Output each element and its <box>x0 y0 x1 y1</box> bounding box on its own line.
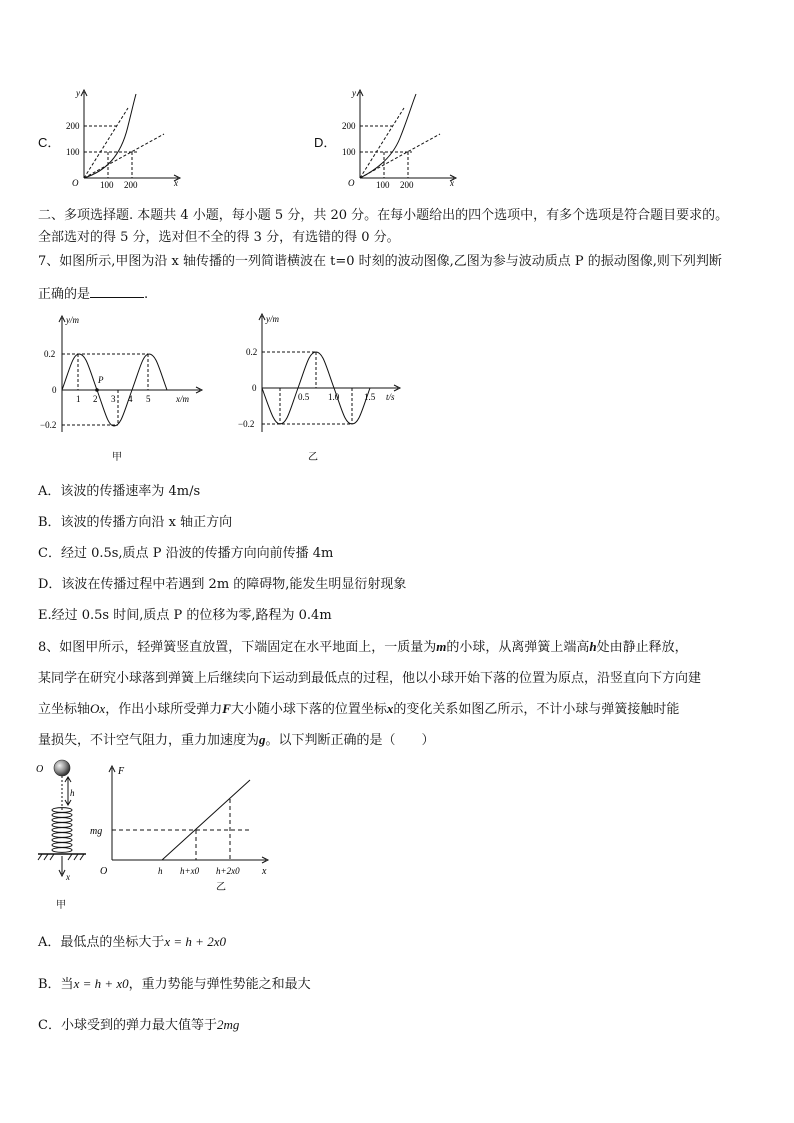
option-text: B．当 <box>38 977 74 992</box>
x-tick-1: 1 <box>76 394 81 404</box>
option-math: x = h + x0 <box>73 976 129 991</box>
q8-text: ，作出小球所受弹力 <box>105 702 223 717</box>
q8-var-m: m <box>436 639 447 654</box>
x-axis-label: t/s <box>386 392 395 402</box>
answer-blank[interactable] <box>90 285 144 298</box>
q8-text: 的小球，从离弹簧上端高 <box>446 640 590 655</box>
y-axis-label: y/m <box>266 314 279 324</box>
x-tick-2: 2 <box>93 394 98 404</box>
figure-caption-jia: 甲 <box>56 900 66 911</box>
x-axis-label: x/m <box>176 394 189 404</box>
q8-text: 的变化关系如图乙所示，不计小球与弹簧接触时能 <box>393 702 680 717</box>
q8-stem-line1 <box>38 636 688 655</box>
x-axis-label: x <box>450 178 454 188</box>
q8-stem-line4 <box>38 729 435 748</box>
q8-spring-figure <box>34 756 94 916</box>
q8-var-x: x <box>386 701 394 716</box>
q7-stem-text: 正确的是 <box>38 287 91 302</box>
q8-var-g: g <box>259 732 266 747</box>
q8-text: 立坐标轴 <box>38 702 91 717</box>
y-tick-neg: −0.2 <box>238 419 255 429</box>
q7-vibration-graph <box>236 312 416 462</box>
y-tick-100: 100 <box>342 147 356 157</box>
option-math: x = h + 2x0 <box>164 934 226 949</box>
q8-text: 8、如图甲所示，轻弹簧竖直放置，下端固定在水平地面上，一质量为 <box>38 640 437 655</box>
x-axis-label: x <box>174 178 178 188</box>
x-tick-h: h <box>158 866 163 876</box>
q8-force-graph <box>90 762 278 912</box>
y-tick-pos: 0.2 <box>44 349 56 359</box>
q7-stem-line1: 7、如图所示,甲图为沿 x 轴传播的一列简谐横波在 t=0 时刻的波动图像,乙图为参与波动质点 P 的振动图像,则下列判断 <box>38 254 722 269</box>
q8-text: 。以下判断正确的是（ ） <box>265 733 435 748</box>
x-tick-1-0: 1.0 <box>328 392 340 402</box>
mg-label: mg <box>90 826 103 837</box>
option-d-letter: D． <box>314 135 337 150</box>
ball-icon <box>54 760 70 776</box>
option-text: A．最低点的坐标大于 <box>38 935 165 950</box>
option-d-graph <box>342 86 462 188</box>
x-tick-h-plus-x0: h+x0 <box>180 866 200 876</box>
option-c-letter: C． <box>38 135 61 150</box>
q7-option-c: C．经过 0.5s,质点 P 沿波的传播方向向前传播 4m <box>38 546 334 561</box>
q7-wave-graph <box>40 312 210 462</box>
x-tick-200: 200 <box>124 180 138 190</box>
option-text: ，重力势能与弹性势能之和最大 <box>128 977 311 992</box>
x-tick-1-5: 1.5 <box>364 392 376 402</box>
q7-option-b: B．该波的传播方向沿 x 轴正方向 <box>38 515 233 530</box>
y-tick-200: 200 <box>342 121 356 131</box>
q8-stem-line2: 某同学在研究小球落到弹簧上后继续向下运动到最低点的过程，他以小球开始下落的位置为原点，沿竖直向下方向建 <box>38 671 702 686</box>
q8-var-f: F <box>222 701 231 716</box>
q7-option-a: A．该波的传播速率为 4m/s <box>38 484 201 499</box>
x-tick-3: 3 <box>111 394 116 404</box>
q8-option-c <box>38 1014 239 1033</box>
option-math: 2mg <box>216 1017 240 1032</box>
y-axis-label: F <box>118 766 125 777</box>
q8-option-b <box>38 973 311 992</box>
q7-stem-line2 <box>38 283 148 302</box>
section2-instructions-line2: 全部选对的得 5 分，选对但不全的得 3 分，有选错的得 0 分。 <box>38 230 400 245</box>
x-tick-100: 100 <box>100 180 114 190</box>
y-tick-100: 100 <box>66 147 80 157</box>
origin-label: O <box>72 178 79 188</box>
option-text: C．小球受到的弹力最大值等于 <box>38 1018 217 1033</box>
x-axis-label: x <box>262 866 267 877</box>
origin-label: O <box>36 764 44 775</box>
origin-label: O <box>348 178 355 188</box>
q7-stem-end: . <box>144 287 149 302</box>
figure-caption-jia: 甲 <box>112 452 122 463</box>
q8-text: 处由静止释放， <box>596 640 688 655</box>
x-tick-200: 200 <box>400 180 414 190</box>
origin-label: O <box>100 866 108 877</box>
q8-var-h: h <box>589 639 597 654</box>
q8-text: 量损失，不计空气阻力，重力加速度为 <box>38 733 260 748</box>
h-label: h <box>70 788 75 798</box>
q7-option-e: E.经过 0.5s 时间,质点 P 的位移为零,路程为 0.4m <box>38 608 332 623</box>
y-tick-neg: −0.2 <box>40 420 57 430</box>
q8-text: 大小随小球下落的位置坐标 <box>230 702 387 717</box>
x-tick-0-5: 0.5 <box>298 392 310 402</box>
x-axis-label: x <box>66 872 70 882</box>
y-tick-200: 200 <box>66 121 80 131</box>
q7-option-d: D．该波在传播过程中若遇到 2m 的障碍物,能发生明显衍射现象 <box>38 577 407 592</box>
figure-caption-yi: 乙 <box>308 452 318 463</box>
x-tick-5: 5 <box>146 394 151 404</box>
y-tick-zero: 0 <box>52 385 57 395</box>
y-axis-label: y <box>352 88 356 98</box>
section2-instructions-line1: 二、多项选择题. 本题共 4 小题，每小题 5 分，共 20 分。在每小题给出的四个选项中，有多个选项是符合题目要求的。 <box>38 208 729 223</box>
x-tick-4: 4 <box>128 394 133 404</box>
y-axis-label: y/m <box>66 315 79 325</box>
point-p-label: P <box>98 375 104 385</box>
q8-option-a <box>38 931 226 950</box>
q8-stem-line3 <box>38 698 679 717</box>
y-tick-zero: 0 <box>252 383 257 393</box>
y-tick-pos: 0.2 <box>246 347 258 357</box>
x-tick-h-plus-2x0: h+2x0 <box>216 866 240 876</box>
y-axis-label: y <box>76 88 80 98</box>
x-tick-100: 100 <box>376 180 390 190</box>
q8-var-ox: Ox <box>90 701 106 716</box>
option-c-graph <box>66 86 186 188</box>
figure-caption-yi: 乙 <box>216 882 226 893</box>
